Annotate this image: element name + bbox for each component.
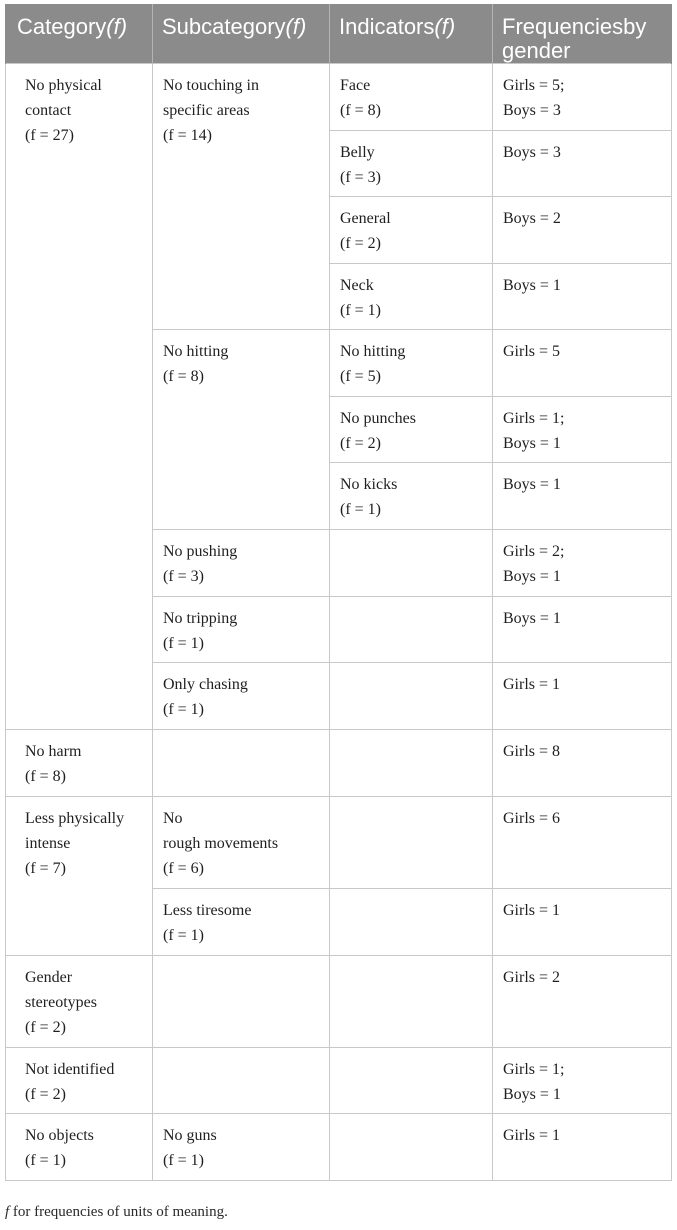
frequency-text-line: Girls = 1; (503, 1061, 565, 1078)
indicator-cell (330, 397, 493, 463)
subcategory-text-line: No hitting (163, 343, 229, 360)
subcategory-text-line: No (163, 810, 183, 827)
subcategory-text-line: Less tiresome (163, 902, 252, 919)
indicator-text-line: (f = 2) (340, 435, 382, 452)
frequency-cell (493, 264, 672, 330)
indicator-cell (330, 330, 493, 397)
indicator-text-line: No kicks (340, 476, 398, 493)
category-text-line: contact (25, 102, 72, 119)
subcategory-text-line: (f = 1) (163, 927, 205, 944)
table-row (6, 1114, 672, 1181)
frequency-text-line: Boys = 1 (503, 1086, 561, 1103)
frequency-cell (493, 730, 672, 797)
frequency-cell (493, 463, 672, 530)
subcategory-cell (153, 330, 330, 530)
frequency-text-line: Boys = 1 (503, 476, 561, 493)
indicator-cell (330, 64, 493, 131)
table-row (6, 1048, 672, 1114)
frequency-text-line: Boys = 1 (503, 435, 561, 452)
frequency-text-line: Girls = 2 (503, 969, 561, 986)
indicator-text-line: (f = 3) (340, 169, 382, 186)
frequency-text-line: Girls = 1 (503, 1127, 561, 1144)
frequency-cell (493, 1048, 672, 1114)
indicator-text-line: No punches (340, 410, 416, 427)
subcategory-cell (153, 956, 330, 1048)
frequency-cell (493, 397, 672, 463)
frequency-text-line: Girls = 2; (503, 543, 565, 560)
category-text-line: (f = 2) (25, 1019, 67, 1036)
category-text-line: Not identified (25, 1061, 115, 1078)
category-text-line: (f = 2) (25, 1086, 67, 1103)
subcategory-text-line: (f = 6) (163, 860, 205, 877)
indicator-text-line: (f = 1) (340, 501, 382, 518)
indicator-cell (330, 797, 493, 889)
frequency-cell (493, 197, 672, 264)
frequency-text-line: Girls = 1 (503, 676, 561, 693)
frequency-cell (493, 1114, 672, 1181)
category-cell (6, 797, 153, 956)
subcategory-cell (153, 797, 330, 889)
indicator-cell (330, 1114, 493, 1181)
table-row (6, 730, 672, 797)
indicator-text-line: (f = 1) (340, 302, 382, 319)
subcategory-text-line: (f = 1) (163, 1152, 205, 1169)
indicator-cell (330, 131, 493, 197)
subcategory-text-line: No touching in (163, 77, 259, 94)
frequency-cell (493, 797, 672, 889)
category-text-line: Less physically (25, 810, 125, 827)
subcategory-cell (153, 889, 330, 956)
indicator-text-line: General (340, 210, 391, 227)
frequency-text-line: Girls = 1; (503, 410, 565, 427)
indicator-cell (330, 264, 493, 330)
footnote-symbol: f (5, 1204, 10, 1220)
frequency-text-line: Boys = 1 (503, 277, 561, 294)
category-text-line: (f = 8) (25, 768, 67, 785)
header-subcategory: Subcategory(f) (153, 4, 330, 64)
subcategory-text-line: (f = 3) (163, 568, 205, 585)
table-row (6, 64, 672, 131)
indicator-text-line: Neck (340, 277, 374, 294)
frequency-cell (493, 64, 672, 131)
table-row (6, 956, 672, 1048)
category-cell (6, 1114, 153, 1181)
indicator-cell (330, 956, 493, 1048)
subcategory-cell (153, 1114, 330, 1181)
indicator-text-line: No hitting (340, 343, 406, 360)
subcategory-text-line: Only chasing (163, 676, 248, 693)
subcategory-text-line: rough movements (163, 835, 279, 852)
frequency-text-line: Boys = 1 (503, 568, 561, 585)
category-text-line: (f = 27) (25, 127, 75, 144)
category-text-line: No harm (25, 743, 82, 760)
category-text-line: (f = 1) (25, 1152, 67, 1169)
indicator-text-line: (f = 2) (340, 235, 382, 252)
category-text-line: Gender (25, 969, 73, 986)
frequency-text-line: Girls = 5; (503, 77, 565, 94)
header-indicators: Indicators(f) (330, 4, 493, 64)
footnote-text: for frequencies of units of meaning. (9, 1204, 228, 1220)
indicator-text-line: Face (340, 77, 371, 94)
table-footnote (5, 1204, 228, 1221)
subcategory-cell (153, 597, 330, 663)
subcategory-cell (153, 730, 330, 797)
category-text-line: (f = 7) (25, 860, 67, 877)
frequency-table (5, 4, 672, 1181)
frequency-text-line: Boys = 3 (503, 144, 561, 161)
category-text-line: stereotypes (25, 994, 97, 1011)
subcategory-text-line: No pushing (163, 543, 238, 560)
indicator-cell (330, 530, 493, 597)
subcategory-cell (153, 663, 330, 730)
frequency-text-line: Girls = 6 (503, 810, 561, 827)
indicator-cell (330, 463, 493, 530)
subcategory-text-line: No guns (163, 1127, 217, 1144)
frequency-cell (493, 663, 672, 730)
indicator-cell (330, 1048, 493, 1114)
frequency-text-line: Girls = 8 (503, 743, 561, 760)
frequency-cell (493, 330, 672, 397)
indicator-text-line: (f = 8) (340, 102, 382, 119)
frequency-text-line: Girls = 1 (503, 902, 561, 919)
frequency-cell (493, 889, 672, 956)
indicator-cell (330, 597, 493, 663)
table-header-row (6, 4, 672, 64)
subcategory-text-line: specific areas (163, 102, 250, 119)
table-row (6, 797, 672, 889)
indicator-text-line: Belly (340, 144, 375, 161)
indicator-cell (330, 197, 493, 264)
category-cell (6, 1048, 153, 1114)
subcategory-cell (153, 1048, 330, 1114)
header-frequencies: Frequenciesby gender (493, 4, 672, 64)
category-cell (6, 730, 153, 797)
frequency-cell (493, 956, 672, 1048)
category-text-line: No objects (25, 1127, 94, 1144)
indicator-text-line: (f = 5) (340, 368, 382, 385)
category-cell (6, 956, 153, 1048)
frequency-text-line: Boys = 1 (503, 610, 561, 627)
subcategory-cell (153, 530, 330, 597)
category-text-line: No physical (25, 77, 102, 94)
subcategory-text-line: (f = 8) (163, 368, 205, 385)
frequency-cell (493, 131, 672, 197)
indicator-cell (330, 730, 493, 797)
frequency-text-line: Girls = 5 (503, 343, 561, 360)
frequency-text-line: Boys = 2 (503, 210, 561, 227)
header-category: Category(f) (6, 4, 153, 64)
frequency-cell (493, 597, 672, 663)
category-text-line: intense (25, 835, 71, 852)
frequency-text-line: Boys = 3 (503, 102, 561, 119)
indicator-cell (330, 889, 493, 956)
subcategory-text-line: No tripping (163, 610, 238, 627)
subcategory-cell (153, 64, 330, 330)
subcategory-text-line: (f = 1) (163, 701, 205, 718)
subcategory-text-line: (f = 14) (163, 127, 213, 144)
subcategory-text-line: (f = 1) (163, 635, 205, 652)
category-cell (6, 64, 153, 730)
indicator-cell (330, 663, 493, 730)
frequency-cell (493, 530, 672, 597)
